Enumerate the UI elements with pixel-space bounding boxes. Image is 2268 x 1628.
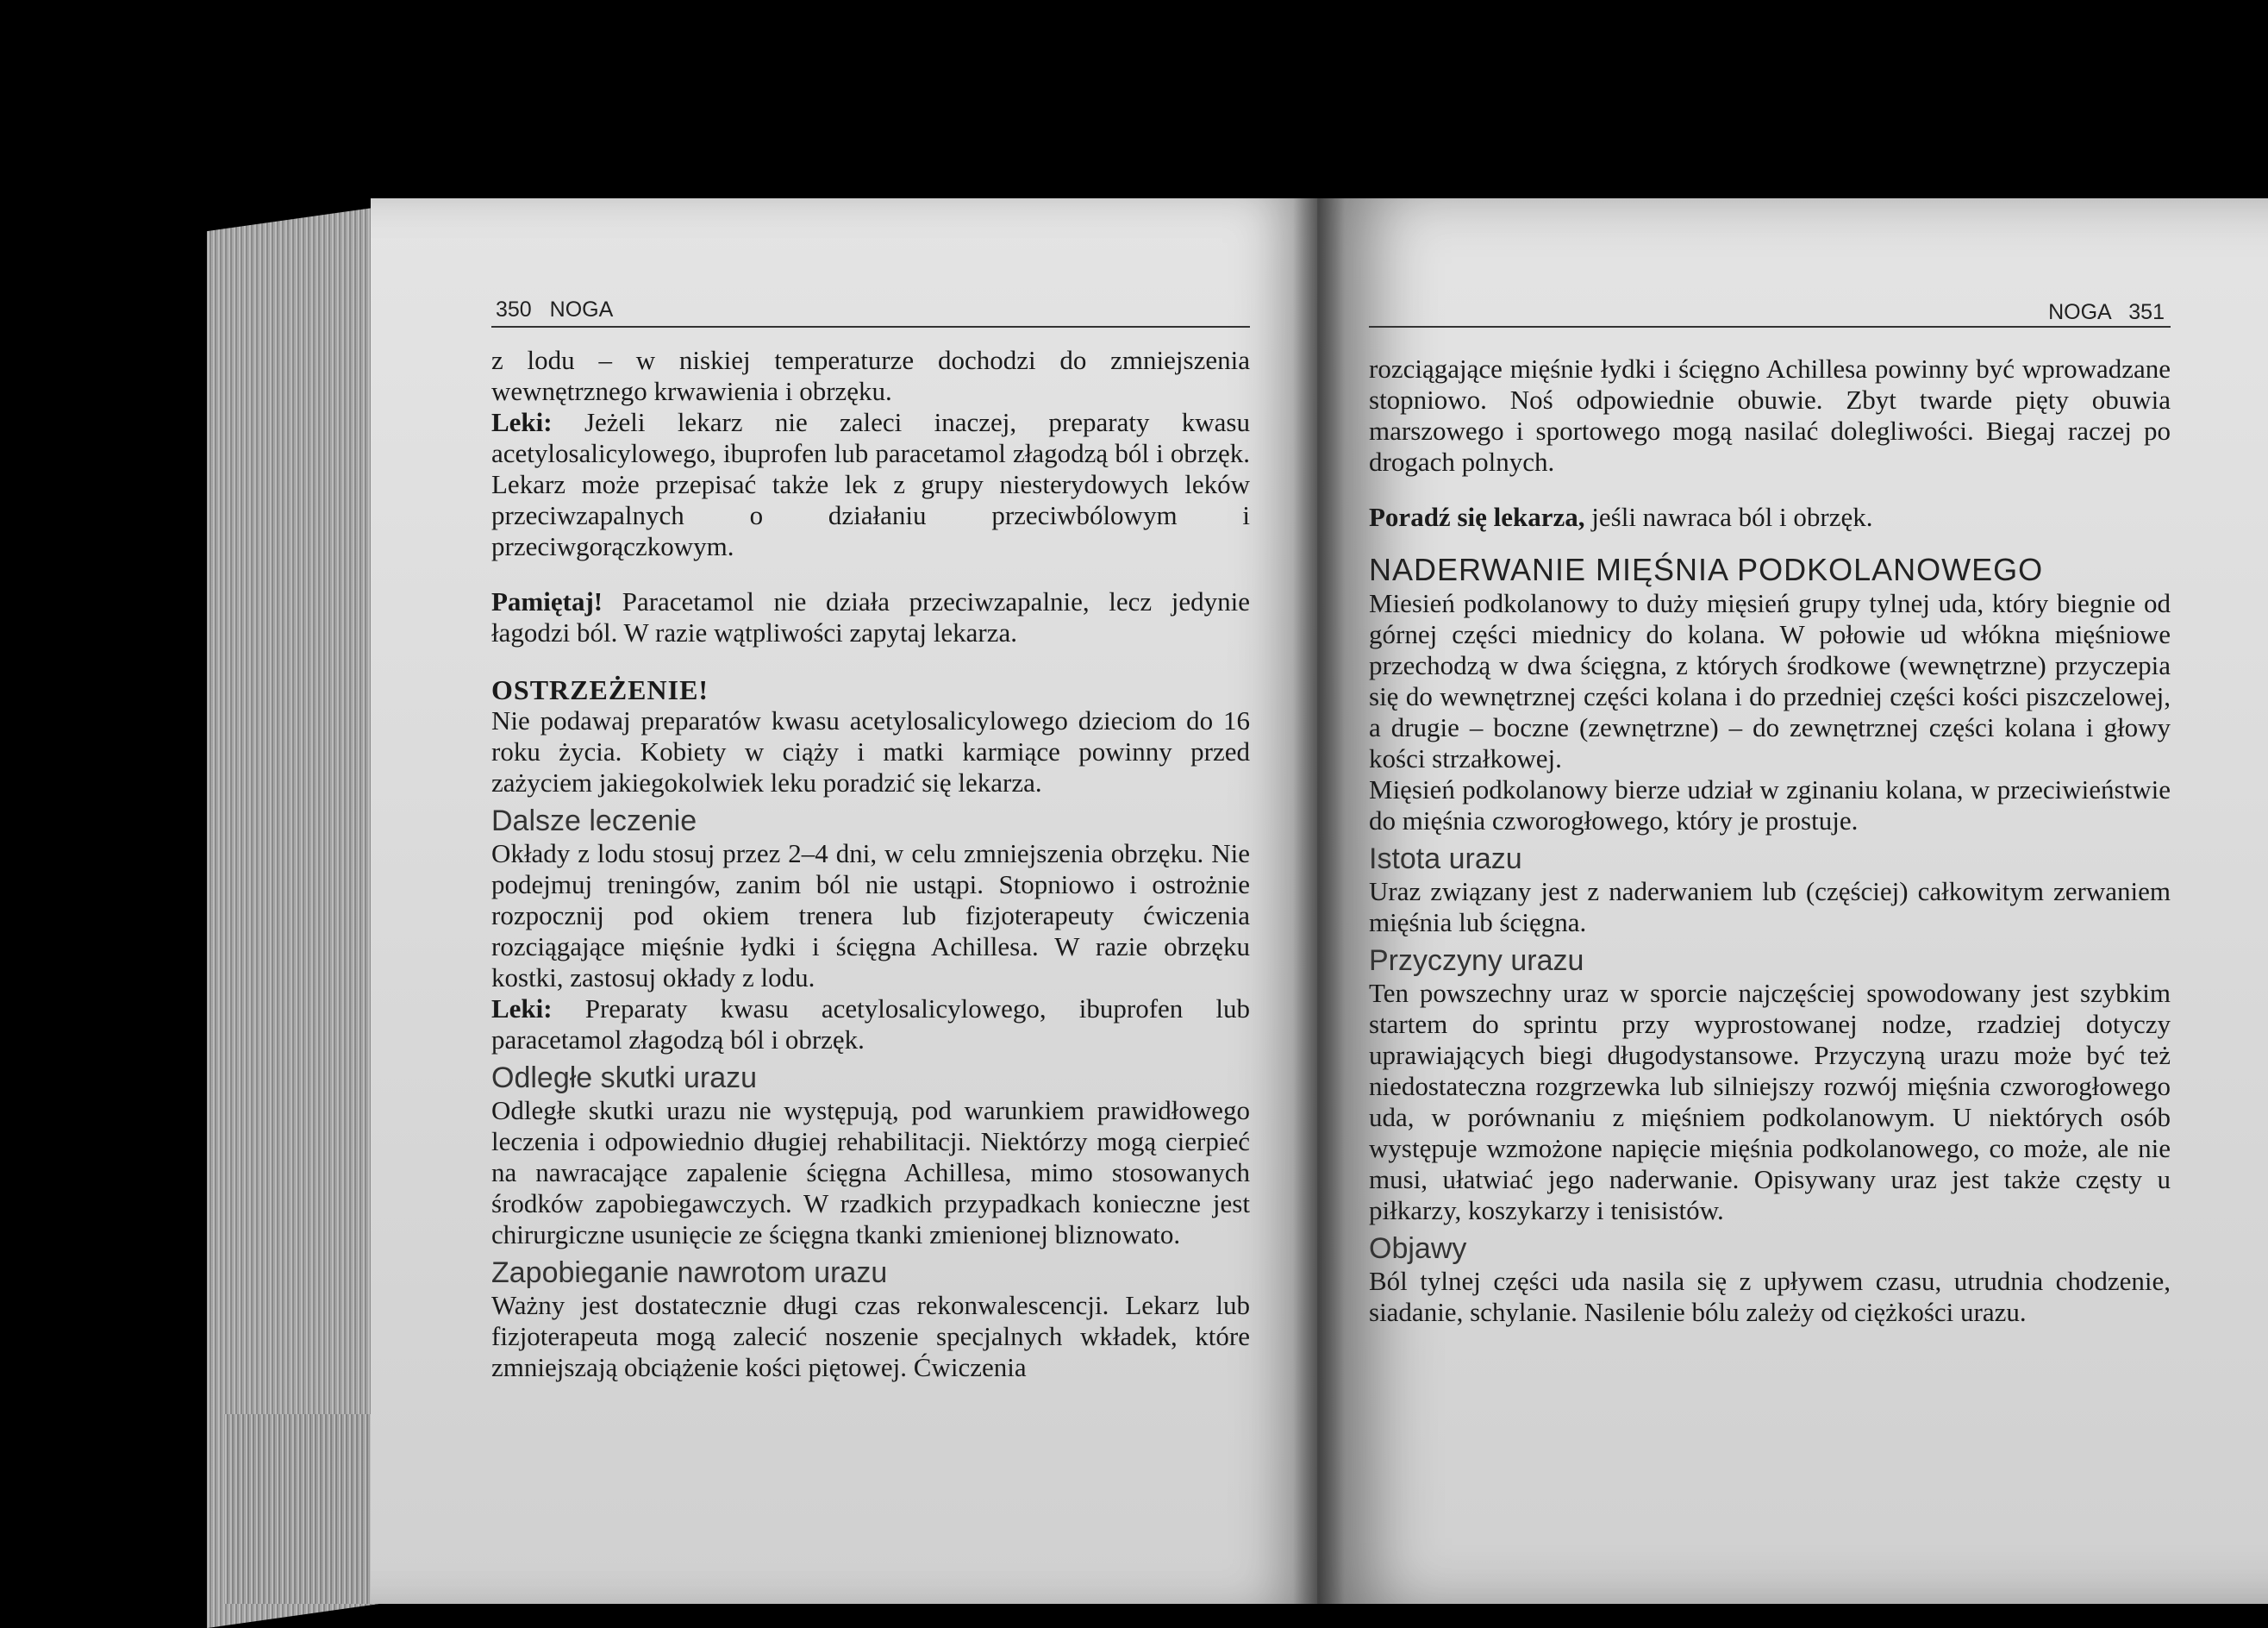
istota-text: Uraz związany jest z naderwaniem lub (częściej) całkowitym zerwaniem mięśnia lub ścięgna. [1369, 876, 2171, 937]
warning-text: Nie podawaj preparatów kwasu acetylosalicylowego dzieciom do 16 roku życia. Kobiety w ciąży i matki karmiące powinny przed zażyciem jakiegokolwiek leku poradzić się lekarza. [491, 705, 1250, 798]
leki-text: Jeżeli lekarz nie zaleci inaczej, preparaty kwasu acetylosalicylowego, ibuprofen lub paracetamol złagodzą ból i obrzęk. Lekarz może przepisać także lek z grupy niesterydowych leków przeciwzapalnych o działaniu przeciwbólowym i przeciwgorączkowym. [491, 407, 1250, 561]
heading-dalsze-leczenie: Dalsze leczenie [491, 805, 697, 837]
leki-2-text: Preparaty kwasu acetylosalicylowego, ibuprofen lub paracetamol złagodzą ból i obrzęk. [491, 993, 1250, 1055]
right-page-header [2048, 300, 2165, 325]
right-para-1: rozciągające mięśnie łydki i ścięgno Achillesa powinny być wprowadzane stopniowo. Noś odpowiednie obuwie. Zbyt twarde pięty obuwia marszowego i sportowego mogą nasilać dolegliwości. Biegaj raczej po drogach polnych. [1369, 354, 2171, 477]
left-header-rule [491, 326, 1250, 328]
poradz-text: jeśli nawraca ból i obrzęk. [1584, 502, 1873, 532]
pamietaj-text: Paracetamol nie działa przeciwzapalnie, lecz jedynie łagodzi ból. W razie wątpliwości zapytaj lekarza. [491, 586, 1250, 648]
heading-istota-urazu: Istota urazu [1369, 842, 1522, 875]
przyczyny-text: Ten powszechny uraz w sporcie najczęściej spowodowany jest szybkim startem do sprintu przy wyprostowanej nodze, rzadziej dotyczy uprawiających biegi długodystansowe. Przyczyną urazu może być też niedostateczna rozgrzewka lub silniejszy rozwój mięśnia czworogłowego uda, w porównaniu z mięśniem podkolanowym. U niektórych osób występuje wzmożone napięcie mięśnia podkolanowego, co może, ale nie musi, ułatwiać jego naderwanie. Opisywany uraz jest także częsty u piłkarzy, koszykarzy i tenisistów. [1369, 978, 2171, 1225]
right-page-number: 351 [2128, 300, 2165, 324]
left-running-head: NOGA [549, 297, 614, 322]
warning-heading: OSTRZEŻENIE! [491, 674, 709, 705]
left-leki-paragraph [491, 407, 1250, 562]
heading-objawy: Objawy [1369, 1232, 1467, 1265]
odlegle-text: Odległe skutki urazu nie występują, pod warunkiem prawidłowego leczenia i odpowiednio długiej rehabilitacji. Niektórzy mogą cierpieć na nawracające zapalenie ścięgna Achillesa, mimo stosowanych środków zapobiegawczych. W rzadkich przypadkach konieczne jest chirurgiczne usunięcie ze ścięgna tkanki zmienionej bliznowato. [491, 1095, 1250, 1249]
leki-label: Leki: [491, 407, 553, 437]
naderwanie-text-2: Mięsień podkolanowy bierze udział w zginaniu kolana, w przeciwieństwie do mięśnia czworogłowego, który je prostuje. [1369, 774, 2171, 836]
heading-odlegle-skutki: Odległe skutki urazu [491, 1061, 758, 1094]
leki-2-paragraph [491, 993, 1250, 1055]
book-spine-shadow [1293, 198, 1345, 1604]
naderwanie-text-1: Miesień podkolanowy to duży mięsień grupy tylnej uda, który biegnie od górnej części miednicy do kolana. W połowie ud włókna mięśniowe przechodzą w dwa ścięgna, z których środkowe (wewnętrzne) przyczepia się do wewnętrznej części kolana i do przedniej części kości piszczelowej, a drugie – boczne (zewnętrzne) – do zewnętrznej części kolana i głowy kości strzałkowej. [1369, 588, 2171, 773]
right-page [1317, 198, 2268, 1604]
poradz-label: Poradź się lekarza, [1369, 502, 1585, 532]
left-page [371, 198, 1319, 1604]
right-header-rule [1369, 326, 2171, 328]
leki-2-label: Leki: [491, 993, 553, 1024]
heading-zapobieganie: Zapobieganie nawrotom urazu [491, 1256, 888, 1289]
objawy-text: Ból tylnej części uda nasila się z upływem czasu, utrudnia chodzenie, siadanie, schylanie. Nasilenie bólu zależy od ciężkości urazu. [1369, 1266, 2171, 1327]
heading-przyczyny-urazu: Przyczyny urazu [1369, 944, 1584, 977]
left-page-header [496, 297, 613, 322]
right-running-head: NOGA [2048, 300, 2111, 324]
left-page-body [491, 345, 1250, 1383]
heading-naderwanie: NADERWANIE MIĘŚNIA PODKOLANOWEGO [1369, 552, 2044, 587]
left-page-number: 350 [496, 297, 532, 322]
pamietaj-label: Pamiętaj! [491, 586, 603, 617]
right-page-body [1369, 354, 2171, 1328]
pamietaj-paragraph [491, 586, 1250, 648]
left-para-1: z lodu – w niskiej temperaturze dochodzi do zmniejszenia wewnętrznego krwawienia i obrzęku. [491, 345, 1250, 406]
dalsze-text: Okłady z lodu stosuj przez 2–4 dni, w celu zmniejszenia obrzęku. Nie podejmuj treningów, zanim ból nie ustąpi. Stopniowo i ostrożnie rozpocznij pod okiem trenera lub fizjoterapeuty ćwiczenia rozciągające mięśnie łydki i ścięgna Achillesa. W razie obrzęku kostki, zastosuj okłady z lodu. [491, 838, 1250, 992]
poradz-paragraph [1369, 502, 2171, 533]
zapobieganie-text: Ważny jest dostatecznie długi czas rekonwalescencji. Lekarz lub fizjoterapeuta mogą zalecić noszenie specjalnych wkładek, które zmniejszają obciążenie kości piętowej. Ćwiczenia [491, 1290, 1250, 1382]
